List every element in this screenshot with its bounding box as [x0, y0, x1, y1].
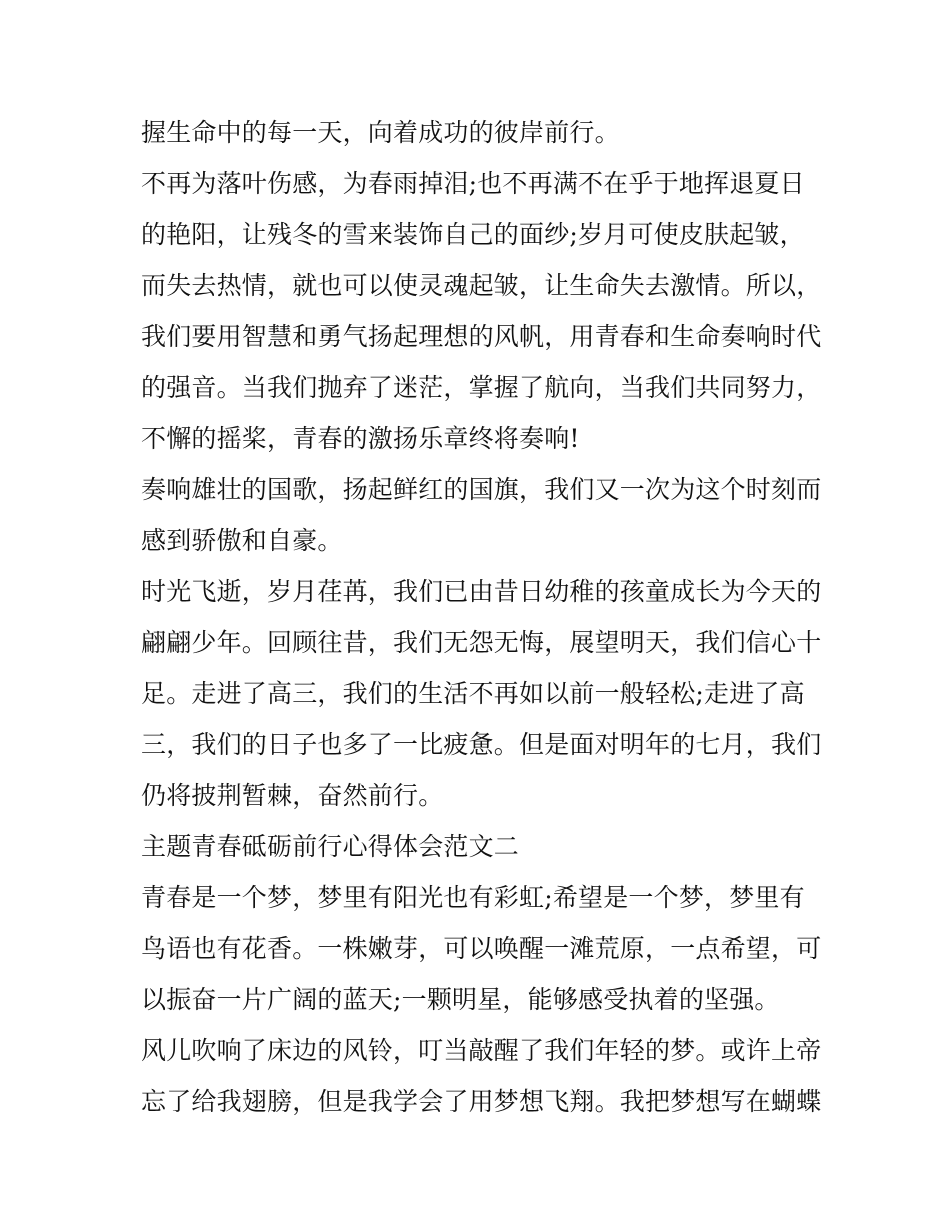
text-line: 青春是一个梦，梦里有阳光也有彩虹;希望是一个梦，梦里有	[141, 883, 805, 912]
text-line: 时光飞逝，岁月荏苒，我们已由昔日幼稚的孩童成长为今天的	[141, 577, 822, 606]
text-line: 不再为落叶伤感，为春雨掉泪;也不再满不在乎于地挥退夏日	[141, 169, 805, 198]
text-line: 而失去热情，就也可以使灵魂起皱，让生命失去激情。所以，	[141, 271, 822, 300]
text-line: 以振奋一片广阔的蓝天;一颗明星，能够感受执着的坚强。	[141, 985, 780, 1014]
text-line: 翩翩少年。回顾往昔，我们无怨无悔，展望明天，我们信心十	[141, 628, 822, 657]
text-line: 的艳阳，让残冬的雪来装饰自己的面纱;岁月可使皮肤起皱，	[141, 220, 805, 249]
text-line: 仍将披荆暂棘，奋然前行。	[141, 781, 444, 810]
text-line: 鸟语也有花香。一株嫩芽，可以唤醒一滩荒原，一点希望，可	[141, 934, 822, 963]
text-line: 奏响雄壮的国歌，扬起鲜红的国旗，我们又一次为这个时刻而	[141, 475, 822, 504]
text-line: 不懈的摇桨，青春的激扬乐章终将奏响!	[141, 424, 580, 453]
text-line: 风儿吹响了床边的风铃，叮当敲醒了我们年轻的梦。或许上帝	[141, 1036, 822, 1065]
text-line: 的强音。当我们抛弃了迷茫，掌握了航向，当我们共同努力，	[141, 373, 822, 402]
text-line: 忘了给我翅膀，但是我学会了用梦想飞翔。我把梦想写在蝴蝶	[141, 1087, 822, 1116]
text-line: 三，我们的日子也多了一比疲惫。但是面对明年的七月，我们	[141, 730, 822, 759]
text-line: 我们要用智慧和勇气扬起理想的风帆，用青春和生命奏响时代	[141, 322, 822, 351]
section-heading: 主题青春砥砺前行心得体会范文二	[141, 832, 520, 861]
text-line: 足。走进了高三，我们的生活不再如以前一般轻松;走进了高	[141, 679, 805, 708]
text-line: 感到骄傲和自豪。	[141, 526, 343, 555]
text-line: 握生命中的每一天，向着成功的彼岸前行。	[141, 118, 620, 147]
document-body	[141, 107, 821, 1127]
